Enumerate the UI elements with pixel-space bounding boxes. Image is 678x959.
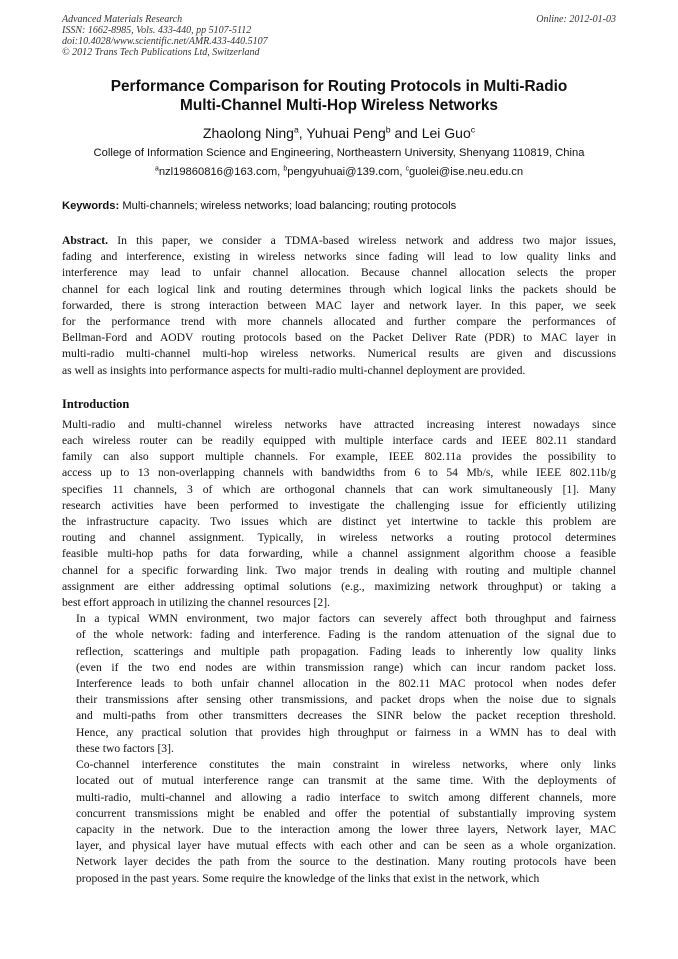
paragraph-line: Co-channel interference constitutes the main constraint in wireless networks, where only links: [76, 758, 616, 772]
affiliation: College of Information Science and Engineering, Northeastern University, Shenyang 110819, China: [93, 147, 585, 159]
keywords: [62, 199, 616, 214]
paragraph-line: channel for a specific forwarding link. Two major trends in dealing with routing and multiple channel: [62, 563, 616, 577]
email-mark: a: [154, 165, 159, 173]
abstract-line: [62, 233, 616, 249]
paragraph-line: reflection, scatterings and multiple path propagation. Fading leads to inherently low quality links: [76, 644, 616, 658]
abstract-line: [62, 265, 616, 281]
abstract-line: [62, 298, 616, 314]
keywords-label: Keywords:: [62, 200, 120, 212]
paragraph: [62, 757, 616, 887]
abstract-line-text: Bellman-Ford and AODV routing protocols based on the Packet Deliver Rate (PDR) to MAC layer in: [62, 331, 616, 345]
paragraph-line: multi-radio, multi-channel and allowing a radio interface to switch among different channels, more: [76, 790, 616, 804]
doi-line: doi:10.4028/www.scientific.net/AMR.433-440.5107: [62, 36, 268, 47]
author-affiliation-mark: b: [385, 124, 391, 135]
email-list: [62, 165, 616, 180]
abstract-line-text: channel for each logical link and routing determines through which logical links the packets should be: [62, 282, 616, 296]
journal-name: Advanced Materials Research: [62, 14, 183, 25]
paragraph-line: Hence, any practical solution that provides high throughput or fairness in a WMN has to deal with: [76, 725, 616, 739]
paragraph-line: best effort approach in utilizing the channel resources [2].: [62, 596, 330, 610]
email-mark: c: [405, 165, 410, 173]
paragraph-line: In a typical WMN environment, two major factors can severely affect both throughput and fairness: [76, 612, 616, 626]
paragraph-line: Interference leads to both unfair channel allocation in the 802.11 MAC protocol when nodes defer: [76, 677, 616, 691]
abstract-line: [62, 249, 616, 265]
introduction-body: [62, 417, 616, 887]
paragraph: [62, 417, 616, 611]
abstract-line-text: multi-radio multi-channel multi-hop wireless networks. Numerical results are given and discussions: [62, 347, 616, 361]
title-line-1: Performance Comparison for Routing Protocols in Multi-Radio: [110, 78, 568, 95]
paragraph-line: their transmissions after sensing other transmissions, and packet drops when the noise due to signals: [76, 693, 616, 707]
paragraph-line: layer, and physical layer have mutual effects with each other and can be seen as a whole organization.: [76, 839, 616, 853]
abstract-line-text: interference may lead to unfair channel allocation. Because channel allocation selects the proper: [62, 266, 616, 280]
paragraph-line: (even if the two end nodes are within transmission range) which can incur random packet loss.: [76, 660, 616, 674]
paragraph-line: each wireless router can be readily equipped with multiple interface cards and IEEE 802.11 standard: [62, 434, 616, 448]
paragraph-line: located out of mutual interference range can transmit at the same time. With the deployments of: [76, 774, 616, 788]
paragraph-line: proposed in the past years. Some require the knowledge of the links that exist in the network, which: [76, 871, 540, 885]
email-address[interactable]: pengyuhuai@139.com: [287, 166, 400, 178]
author-list: [62, 124, 616, 142]
author-name: Lei Guo: [421, 125, 471, 141]
paragraph-line: Network layer decides the path from the source to the destination. Many routing protocols have been: [76, 855, 616, 869]
paragraph-line: these two factors [3].: [76, 741, 174, 755]
abstract: [62, 233, 616, 379]
author-separator: ,: [298, 125, 307, 141]
paragraph-line: concurrent transmissions might be enabled and offer the potential of substantially improving system: [76, 806, 616, 820]
email-separator: ,: [277, 166, 284, 178]
title-line-2: Multi-Channel Multi-Hop Wireless Networks: [180, 97, 498, 114]
paper-title: [62, 77, 616, 115]
email-mark: b: [283, 165, 288, 173]
email-separator: ,: [399, 166, 406, 178]
paragraph-line: capacity in the network. Due to the interaction among the lower three layers, Network layer, MAC: [76, 822, 616, 836]
issn-line: ISSN: 1662-8985, Vols. 433-440, pp 5107-5112: [62, 25, 252, 36]
paragraph-line: of the whole network: fading and interference. Fading is the random attenuation of the signal due to: [76, 628, 616, 642]
paragraph-line: Multi-radio and multi-channel wireless networks have attracted increasing interest nowadays since: [62, 417, 616, 431]
author-separator: and: [390, 125, 422, 141]
online-date: Online: 2012-01-03: [536, 14, 616, 25]
publication-header: [62, 14, 616, 58]
paragraph-line: feasible multi-hop paths for data forwarding, while a channel assignment algorithm choose a feasible: [62, 547, 616, 561]
author-affiliation-mark: c: [470, 124, 476, 135]
email-address[interactable]: guolei@ise.neu.edu.cn: [409, 166, 524, 178]
paragraph: [62, 611, 616, 757]
paragraph-line: and multi-paths from other transmitters decreases the SINR below the packet reception threshold.: [76, 709, 616, 723]
author-name: Zhaolong Ning: [202, 125, 294, 141]
abstract-line-text: for the performance trend with more channels allocated and further compare the performances of: [62, 315, 616, 329]
abstract-line-text: In this paper, we consider a TDMA-based wireless network and address two major issues,: [108, 234, 616, 247]
abstract-line-text: forwarded, there is strong interaction between MAC layer and network layer. In this paper, we seek: [62, 298, 616, 312]
abstract-line: [62, 282, 616, 298]
keywords-text: Multi-channels; wireless networks; load balancing; routing protocols: [122, 200, 457, 212]
paragraph-line: research activities have been performed to investigate the challenging issue for efficiently utilizing: [62, 498, 616, 512]
section-heading-introduction: Introduction: [62, 396, 130, 411]
author-affiliation-mark: a: [293, 124, 299, 135]
paragraph-line: assignment are either addressing optimal solutions (e.g., maximizing network throughput) or taking a: [62, 579, 616, 593]
copyright-line: © 2012 Trans Tech Publications Ltd, Switzerland: [62, 47, 260, 58]
abstract-line-text: fading and interference, existing in wireless networks since fading will lead to low quality links and: [62, 250, 616, 264]
paragraph-line: specifies 11 channels, 3 of which are orthogonal channels that can work simultaneously [1]. Many: [62, 482, 616, 496]
abstract-line: [62, 363, 616, 379]
paragraph-line: the infrastructure capacity. Two issues which are distinct yet intertwine to tackle this problem are: [62, 515, 616, 529]
abstract-label: Abstract.: [62, 234, 109, 247]
abstract-line-text: as well as insights into performance aspects for multi-radio multi-channel deployment are provided.: [62, 363, 526, 377]
paragraph-line: access up to 13 non-overlapping channels with bandwidths from 6 to 54 Mb/s, while IEEE 802.11b/g: [62, 466, 616, 480]
abstract-line: [62, 346, 616, 362]
paragraph-line: routing and channel assignment. Typically, in wireless networks a routing protocol determines: [62, 531, 616, 545]
abstract-line: [62, 314, 616, 330]
email-address[interactable]: nzl19860816@163.com: [158, 166, 278, 178]
paragraph-line: family can also support multiple channels. For example, IEEE 802.11a provides the possibility to: [62, 450, 616, 464]
abstract-line: [62, 330, 616, 346]
author-name: Yuhuai Peng: [306, 125, 386, 141]
